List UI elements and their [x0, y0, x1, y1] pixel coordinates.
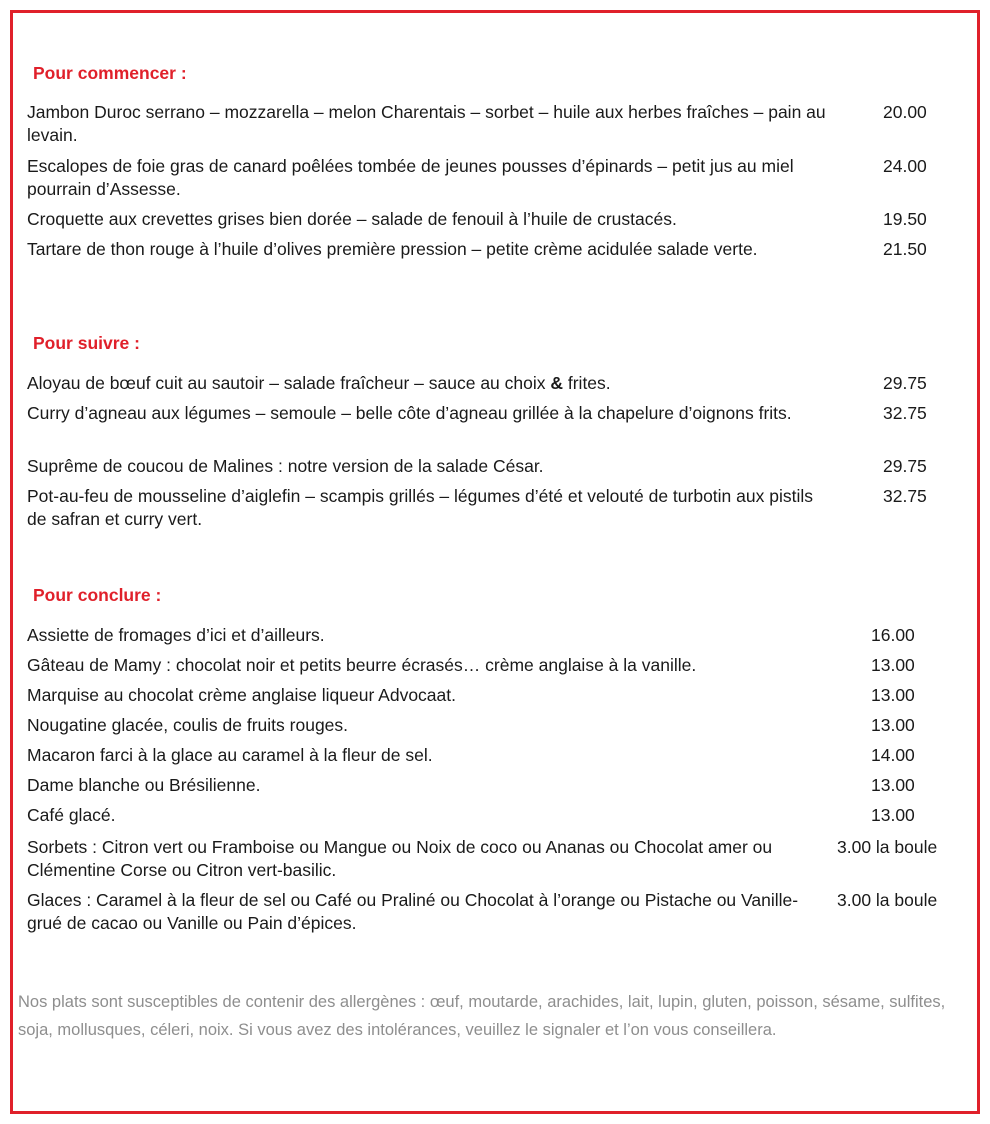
item-price: 16.00 — [871, 625, 915, 645]
item-price: 3.00 la boule — [837, 837, 938, 857]
item-price: 24.00 — [883, 156, 927, 176]
section-title-mains: Pour suivre : — [33, 333, 140, 353]
item-price: 21.50 — [883, 239, 927, 259]
item-price: 13.00 — [871, 715, 915, 735]
item-description: Dame blanche ou Brésilienne. — [27, 775, 261, 795]
allergen-notice: Nos plats sont susceptibles de contenir des allergènes : œuf, moutarde, arachides, lait, lupin, gluten, poisson, sésame, sulfites, soja, mollusques, céleri, noix. Si vous avez des intolérances, veuillez le signaler et l’on vous conseillera. — [18, 993, 946, 1039]
item-description: Tartare de thon rouge à l’huile d’olives première pression – petite crème acidulée salade verte. — [27, 239, 758, 259]
item-description: Nougatine glacée, coulis de fruits rouges. — [27, 715, 349, 735]
item-price: 14.00 — [871, 745, 915, 765]
item-price: 32.75 — [883, 403, 927, 423]
item-description: Gâteau de Mamy : chocolat noir et petits beurre écrasés… crème anglaise à la vanille. — [27, 655, 697, 675]
item-description: Marquise au chocolat crème anglaise liqueur Advocaat. — [27, 685, 456, 705]
item-description: Café glacé. — [27, 805, 116, 825]
item-description: Escalopes de foie gras de canard poêlées tombée de jeunes pousses d’épinards – petit jus au miel pourrain d’Assesse. — [27, 156, 794, 199]
item-description: Croquette aux crevettes grises bien dorée – salade de fenouil à l’huile de crustacés. — [27, 209, 677, 229]
item-description: Curry d’agneau aux légumes – semoule – belle côte d’agneau grillée à la chapelure d’oignons frits. — [27, 403, 792, 423]
item-description: Macaron farci à la glace au caramel à la fleur de sel. — [27, 745, 433, 765]
section-title-starters: Pour commencer : — [33, 63, 187, 83]
item-description: Glaces : Caramel à la fleur de sel ou Café ou Praliné ou Chocolat à l’orange ou Pistache ou Vanille-grué de cacao ou Vanille ou Pain d’épices. — [27, 890, 799, 933]
item-price: 29.75 — [883, 373, 927, 393]
item-price: 19.50 — [883, 209, 927, 229]
item-price: 13.00 — [871, 685, 915, 705]
item-price: 29.75 — [883, 456, 927, 476]
item-price: 32.75 — [883, 486, 927, 506]
section-title-desserts: Pour conclure : — [33, 585, 162, 605]
item-description: Pot-au-feu de mousseline d’aiglefin – scampis grillés – légumes d’été et velouté de turbotin aux pistils de safran et curry vert. — [27, 486, 813, 529]
item-description: Aloyau de bœuf cuit au sautoir – salade fraîcheur – sauce au choix & frites. — [27, 373, 611, 393]
item-description: Assiette de fromages d’ici et d’ailleurs. — [27, 625, 325, 645]
item-price: 13.00 — [871, 805, 915, 825]
item-price: 20.00 — [883, 102, 927, 122]
item-price: 3.00 la boule — [837, 890, 938, 910]
item-description: Sorbets : Citron vert ou Framboise ou Mangue ou Noix de coco ou Ananas ou Chocolat amer ou Clémentine Corse ou Citron vert-basilic. — [27, 837, 773, 880]
item-description: Suprême de coucou de Malines : notre version de la salade César. — [27, 456, 544, 476]
item-price: 13.00 — [871, 775, 915, 795]
item-description: Jambon Duroc serrano – mozzarella – melon Charentais – sorbet – huile aux herbes fraîches – pain au levain. — [27, 102, 826, 145]
item-price: 13.00 — [871, 655, 915, 675]
